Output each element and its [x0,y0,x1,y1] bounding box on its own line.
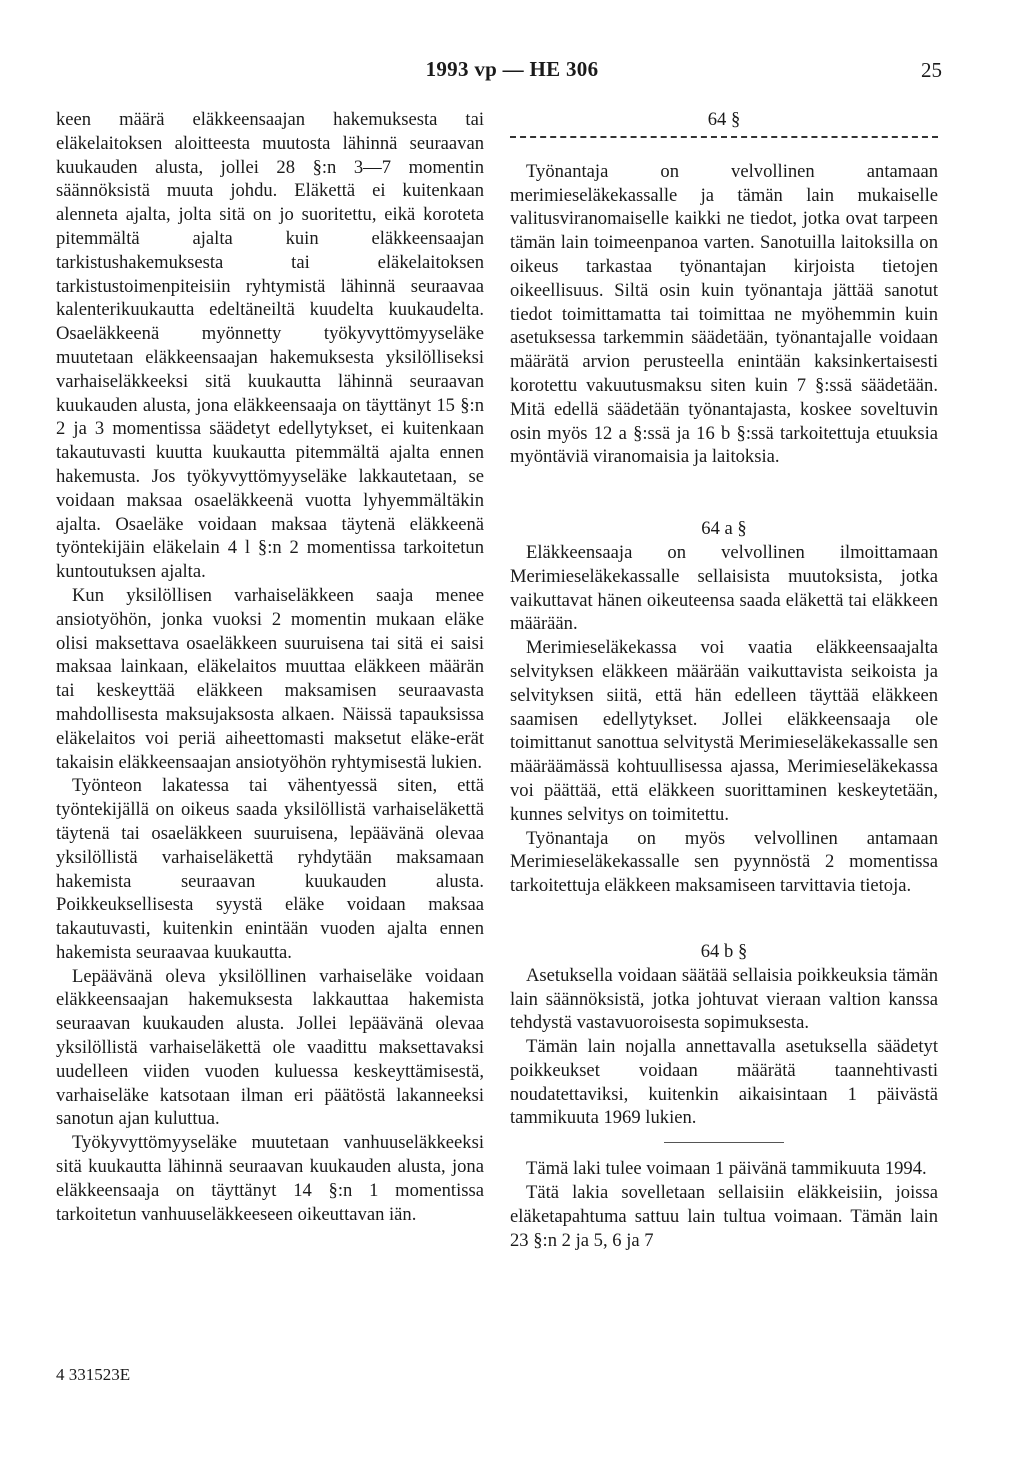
left-paragraph: Lepäävänä oleva yksilöllinen varhaiseläke voidaan eläkkeensaajan hakemuksesta lakkauttaa hakemista seuraavan kuukauden alusta. Jollei lepäävänä olevaa yksilöllistä varhaiseläkettä ole vaadittu maksettavaksi uudelleen viiden vuoden kuluessa keskeyttämisestä, varhaiseläke katsotaan ilman eri päätöstä lakanneeksi sanotun ajan kuluttua. [56,965,484,1130]
page-number: 25 [921,58,942,82]
right-paragraph: Työnantaja on velvollinen antamaan merimieseläkekassalle ja tämän lain mukaiselle valitusviranomaiselle kaikki ne tiedot, jotka ovat tarpeen tämän lain toimeenpanoa varten. Sanotuilla laitoksilla on oikeus tarkastaa työnantajan kirjoista tietojen oikeellisuus. Siltä osin kuin työnantaja jättää sanotut tiedot toimittamatta tai toimittaa ne myöhemmin kuin asetuksessa tarkemmin säädetään, työnantajalle voidaan määrätä arvion perusteella enintään kaksinkertaisesti korotettu vakuutusmaksu siten kuin 7 §:ssä säädetään. Mitä edellä säädetään työnantajasta, koskee soveltuvin osin myös 12 a §:ssä ja 16 b §:ssä tarkoitettuja etuuksia myöntäviä viranomaisia ja laitoksia. [510,160,938,468]
omission-dashes [510,136,938,152]
left-paragraph: Työkyvyttömyyseläke muutetaan vanhuuseläkkeeksi sitä kuukautta lähinnä seuraavan kuukauden alusta, jona eläkkeensaaja on täyttänyt 14 §:n 1 momentissa tarkoitetun vanhuuseläkkeeseen oikeuttavan iän. [56,1132,484,1225]
section-heading-64: 64 § [707,109,741,130]
left-paragraph: keen määrä eläkkeensaajan hakemuksesta tai eläkelaitoksen aloitteesta muutosta lähinnä seuraavan kuukauden alusta, jollei 28 §:n 3—7 momentin säännöksistä muuta johdu. Eläkettä ei kuitenkaan alenneta ajalta, jolta sitä on jo suoritettu, eikä koroteta pitemmältä ajalta kuin eläkkeensaajan tarkistushakemuksesta tai eläkelaitoksen tarkistustoimenpiteisiin ryhtymistä lähinnä seuraavaa kalenterikuukautta edeltäneiltä kuudelta kuukaudelta. Osaeläkkeenä myönnetty työkyvyttömyyseläke muutetaan eläkkeensaajan hakemuksesta yksilölliseksi varhaiseläkkeeksi sitä kuukautta lähinnä seuraavan kuukauden alusta, jona eläkkeensaaja on täyttänyt 15 §:n 2 ja 3 momentissa säädetyt edellytykset, ei kuitenkaan takautuvasti kuutta kuukautta pitemmältä ajalta ennen hakemusta. Jos työkyvyttömyyseläke lakkautetaan, se voidaan maksaa osaeläkkeenä vuotta lyhyemmältäkin ajalta. Osaeläke voidaan maksaa täytenä eläkkeenä työntekijäin eläkelain 4 l §:n 2 momentissa tarkoitetun kuntoutuksen ajalta. [56,109,484,583]
right-paragraph: Tämän lain nojalla annettavalla asetuksella säädetyt poikkeukset voidaan määrätä taannehtivasti noudatettaviksi, kuitenkin aikaisintaan 1 päivästä tammikuuta 1969 lukien. [510,1036,938,1129]
right-paragraph: Asetuksella voidaan säätää sellaisia poikkeuksia tämän lain säännöksistä, jotka johtuvat vieraan valtion kanssa tehdystä vastavuoroisesta sopimuksesta. [510,964,938,1034]
running-header: 1993 vp — HE 306 [425,57,599,81]
closing-paragraph: Tämä laki tulee voimaan 1 päivänä tammikuuta 1994. [526,1158,927,1180]
right-column [510,108,938,1252]
section-heading-64a: 64 a § [701,518,747,540]
left-column [56,108,484,1226]
right-paragraph: Merimieseläkekassa voi vaatia eläkkeensaajalta selvityksen eläkkeen määrään vaikuttavista seikoista ja selvityksen siitä, että hän edelleen täyttää eläkkeen saamisen edellytykset. Jollei eläkkeensaaja ole toimittanut sanottua selvitystä Merimieseläkekassalle sen määräämässä kohtuullisessa ajassa, Merimieseläkekassa voi päättää, että eläkkeen suorittaminen keskeytetään, kunnes selvitys on toimitettu. [510,637,938,825]
closing-paragraph: Tätä lakia sovelletaan sellaisiin eläkkeisiin, joissa eläketapahtuma sattuu lain tultua voimaan. Tämän lain 23 §:n 2 ja 5, 6 ja 7 [510,1182,938,1251]
right-paragraph: Eläkkeensaaja on velvollinen ilmoittamaan Merimieseläkekassalle sellaisista muutoksista, jotka vaikuttavat hänen oikeuteensa saada eläkettä tai eläkkeen määrään. [510,541,938,635]
section-divider [664,1142,784,1143]
section-heading-64b: 64 b § [700,940,748,962]
left-paragraph: Kun yksilöllisen varhaiseläkkeen saaja menee ansiotyöhön, jonka vuoksi 2 momentin mukaan eläke olisi maksettava osaeläkkeen suuruisena tai sitä ei saisi maksaa lainkaan, eläkelaitos muuttaa eläkkeen määrän tai keskeyttää eläkkeen maksamisen seuraavasta mahdollisesta maksujaksosta alkaen. Näissä tapauksissa eläkelaitos voi periä aiheettomasti maksetut eläke-erät takaisin eläkkeensaajan ansiotyöhön ryhtymisestä lukien. [56,584,484,773]
print-code: 4 331523E [56,1365,131,1384]
right-paragraph: Työnantaja on myös velvollinen antamaan Merimieseläkekassalle sen pyynnöstä 2 momentissa tarkoitettuja eläkkeen maksamiseen tarvittavia tietoja. [510,827,938,897]
left-paragraph: Työnteon lakatessa tai vähentyessä siten, että työntekijällä on oikeus saada yksilöllistä varhaiseläkettä täytenä tai osaeläkkeen suuruisena, lepäävänä olevaa yksilöllistä varhaiseläkettä ryhdytään maksamaan hakemista seuraavan kuukauden alusta. Poikkeuksellisesta syystä eläke voidaan maksaa takautuvasti, kuitenkin enintään vuoden ajalta ennen hakemista seuraavaa kuukautta. [56,775,484,963]
